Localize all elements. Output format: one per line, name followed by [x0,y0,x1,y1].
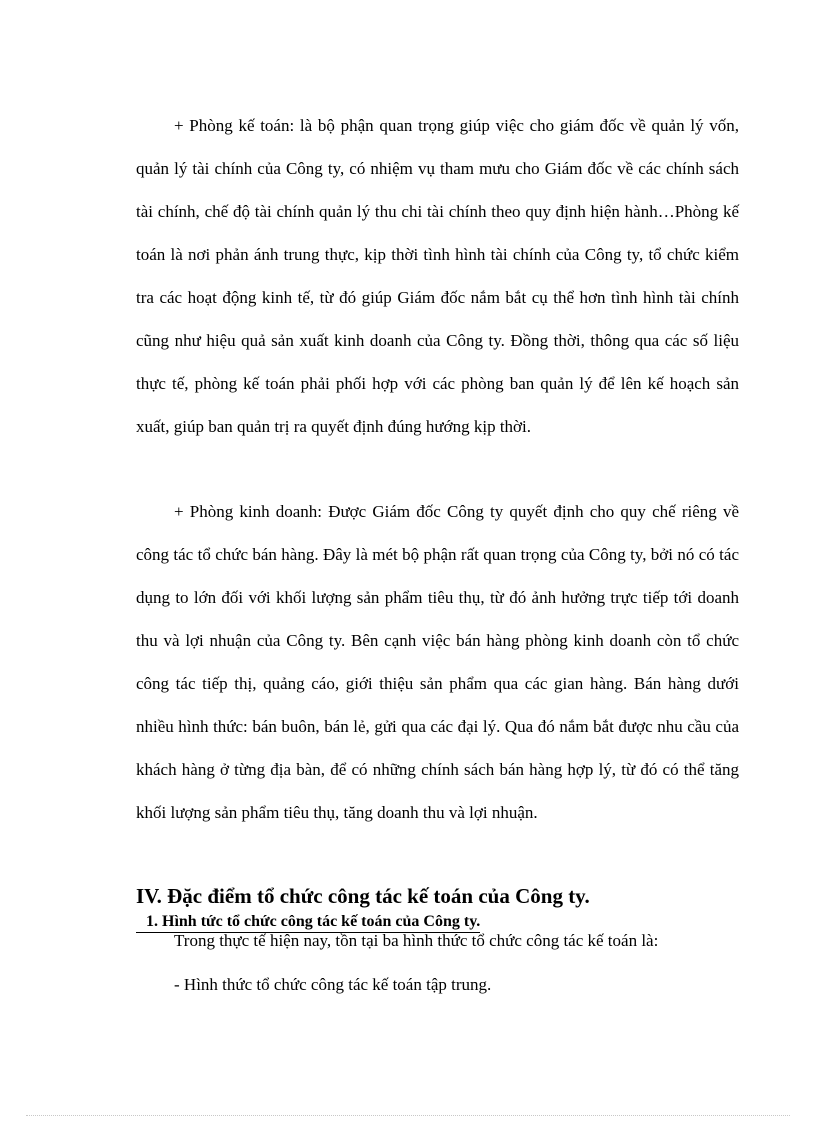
subsection-heading-text: 1. Hình tức tổ chức công tác kế toán của Công ty. [146,913,481,930]
page-bottom-divider [26,1115,790,1116]
paragraph-business-department: + Phòng kinh doanh: Được Giám đốc Công ty quyết định cho quy chế riêng về công tác tổ chức bán hàng. Đây là mét bộ phận rất quan trọng của Công ty, bởi nó có tác dụng to lớn đối với khối lượng sản phẩm tiêu thụ, từ đó ảnh hưởng trực tiếp tới doanh thu và lợi nhuận của Công ty. Bên cạnh việc bán hàng phòng kinh doanh còn tổ chức công tác tiếp thị, quảng cáo, giới thiệu sản phẩm qua các gian hàng. Bán hàng dưới nhiều hình thức: bán buôn, bán lẻ, gửi qua các đại lý. Qua đó nắm bắt được nhu cầu của khách hàng ở từng địa bàn, để có những chính sách bán hàng hợp lý, từ đó có thể tăng khối lượng sản phẩm tiêu thụ, tăng doanh thu và lợi nhuận. [136,502,739,822]
intro-line: Trong thực tế hiện nay, tồn tại ba hình thức tổ chức công tác kế toán là: [174,931,659,950]
section-heading: IV. Đặc điểm tổ chức công tác kế toán của Công ty. [136,884,590,908]
subsection-heading [146,913,480,931]
bullet-item-centralized: - Hình thức tổ chức công tác kế toán tập trung. [174,975,492,994]
paragraph-accounting-department: + Phòng kế toán: là bộ phận quan trọng giúp việc cho giám đốc về quản lý vốn, quản lý tài chính của Công ty, có nhiệm vụ tham mưu cho Giám đốc về các chính sách tài chính, chế độ tài chính quản lý thu chi tài chính theo quy định hiện hành…Phòng kế toán là nơi phản ánh trung thực, kịp thời tình hình tài chính của Công ty, tổ chức kiểm tra các hoạt động kinh tế, từ đó giúp Giám đốc nắm bắt cụ thể hơn tình hình tài chính cũng như hiệu quả sản xuất kinh doanh của Công ty. Đồng thời, thông qua các số liệu thực tế, phòng kế toán phải phối hợp với các phòng ban quản lý để lên kế hoạch sản xuất, giúp ban quản trị ra quyết định đúng hướng kịp thời. [136,116,739,436]
